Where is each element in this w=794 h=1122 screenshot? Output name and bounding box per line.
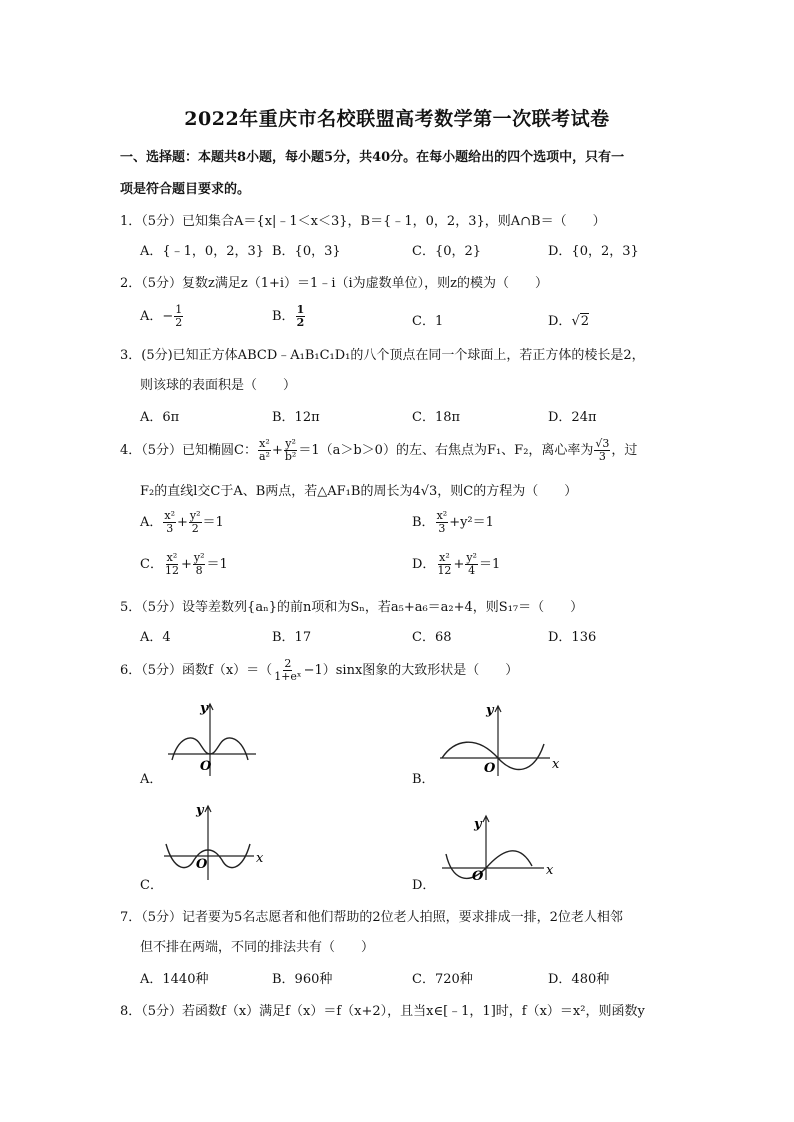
graph-b-y-label: y	[486, 703, 494, 718]
question-3-stem-line2: 则该球的表面积是（ ）	[140, 378, 297, 393]
q7-option-b: B．960种	[272, 972, 333, 987]
q2-option-d	[548, 310, 589, 329]
q4-c-tail: ＝1	[206, 557, 228, 572]
q4-a-d2: 2	[191, 522, 199, 535]
q5-option-c: C．68	[412, 630, 452, 645]
q4-a-x2: x²	[164, 509, 176, 522]
graph-c-y-label: y	[196, 803, 204, 818]
q5-option-a: A．4	[140, 630, 171, 645]
q6-graph-b	[434, 700, 564, 780]
q1-option-d: D．{0，2，3}	[548, 244, 639, 259]
q4-b-d1: 3	[438, 522, 446, 535]
q2-a-den: 2	[175, 316, 183, 329]
q4-d-d2: 4	[468, 564, 476, 577]
q4-a-tail: ＝1	[202, 515, 224, 530]
q6-f-den: 1+eˣ	[274, 670, 302, 683]
q4-d-frac2	[465, 552, 478, 577]
q4-c-d1: 12	[164, 564, 179, 577]
q3-option-a: A．6π	[140, 410, 180, 425]
graph-c-x-label: x	[256, 851, 264, 866]
graph-b-x-label: x	[552, 757, 560, 772]
q4-d-tail: ＝1	[478, 557, 501, 572]
question-7-stem-line1: 7．（5分）记者要为5名志愿者和他们帮助的2位老人拍照，要求排成一排，2位老人相邻	[120, 910, 623, 925]
q4-c-x2: x²	[166, 551, 178, 564]
q4-c-y2: y²	[193, 551, 205, 564]
section-heading-line2: 项是符合题目要求的。	[120, 182, 251, 197]
q6-option-a-label: A．	[140, 772, 163, 787]
q2-b-num: 1	[296, 303, 305, 316]
q6-option-c-label: C．	[140, 878, 163, 893]
q4-option-b	[412, 510, 494, 535]
q7-option-d: D．480种	[548, 972, 610, 987]
q4-tail: ，过	[611, 443, 638, 458]
exam-title: 2022年重庆市名校联盟高考数学第一次联考试卷	[184, 108, 610, 130]
q4-c-plus: +	[180, 557, 192, 572]
q6-graph-a	[160, 698, 260, 780]
q4-b-x2: x²	[436, 509, 448, 522]
q4-c-label: C．	[140, 557, 163, 572]
q4-b2: b²	[284, 450, 297, 463]
q6-option-d-label: D．	[412, 878, 436, 893]
q6-graph-d	[440, 810, 560, 882]
graph-d-curve	[446, 851, 532, 879]
q4-d-frac1	[436, 552, 452, 577]
graph-a-y-label: y	[200, 701, 208, 716]
question-5-stem: 5．（5分）设等差数列{aₙ}的前n项和为Sₙ，若a₅+a₆＝a₂+4，则S₁₇＝（ ）	[120, 600, 584, 615]
q2-option-c: C．1	[412, 314, 444, 329]
q4-a2: a²	[259, 450, 270, 463]
q4-e-den: 3	[598, 450, 606, 463]
q7-option-c: C．720种	[412, 972, 473, 987]
q4-e-frac	[594, 438, 610, 463]
q4-d-y2: y²	[466, 551, 477, 564]
graph-d-y-label: y	[474, 817, 482, 832]
q2-d-label: D．	[548, 314, 572, 329]
q1-option-b: B．{0，3}	[272, 244, 341, 259]
section-heading-line1: 一、选择题：本题共8小题，每小题5分，共40分。在每小题给出的四个选项中，只有一	[120, 150, 625, 165]
q5-option-b: B．17	[272, 630, 312, 645]
question-8-stem: 8．（5分）若函数f（x）满足f（x）＝f（x+2），且当x∈[﹣1，1]时，f（x）＝x²，则函数y	[120, 1004, 645, 1019]
q2-a-fraction	[174, 304, 183, 329]
q4-e-num: √3	[595, 437, 610, 450]
q4-d-d1: 12	[437, 564, 452, 577]
q2-d-radicand: 2	[580, 314, 590, 329]
q3-option-c: C．18π	[412, 410, 461, 425]
q2-a-num: 1	[175, 303, 183, 316]
question-2-stem: 2．（5分）复数z满足z（1+i）＝1﹣i（i为虚数单位），则z的模为（ ）	[120, 276, 548, 291]
q4-b-tail: +y²＝1	[449, 515, 494, 530]
q6-stem-b: −1）sinx图象的大致形状是（ ）	[303, 663, 519, 678]
graph-b-origin: O	[484, 761, 496, 776]
q1-option-c: C．{0，2}	[412, 244, 482, 259]
q6-f-num: 2	[284, 657, 292, 670]
question-1-stem: 1．（5分）已知集合A＝{x|﹣1＜x＜3}，B＝{﹣1，0，2，3}，则A∩B＝（ ）	[120, 214, 606, 229]
q4-d-plus: +	[453, 557, 465, 572]
graph-c-origin: O	[196, 857, 208, 872]
q2-b-den: 2	[296, 316, 305, 329]
graph-d-origin: O	[472, 869, 484, 882]
q4-c-d2: 8	[195, 564, 203, 577]
q3-option-d: D．24π	[548, 410, 597, 425]
q4-a-plus: +	[177, 515, 188, 530]
q4-b-frac1	[436, 510, 449, 535]
graph-a-origin: O	[200, 759, 212, 774]
q6-stem-a: 6．（5分）函数f（x）＝（	[120, 663, 273, 678]
q4-option-a	[140, 510, 224, 535]
q2-a-label: A．	[140, 309, 163, 324]
q4-x2: x²	[259, 437, 270, 450]
q4-y-frac	[284, 438, 297, 463]
q4-intro: 4．（5分）已知椭圆C：	[120, 443, 257, 458]
q2-option-a	[140, 304, 184, 329]
q4-a-d1: 3	[166, 522, 174, 535]
q4-mid: ＝1（a＞b＞0）的左、右焦点为F₁、F₂，离心率为	[298, 443, 594, 458]
q5-option-d: D．136	[548, 630, 597, 645]
q4-plus: +	[271, 443, 283, 458]
question-4-stem-line1	[120, 438, 637, 463]
q4-y2: y²	[285, 437, 296, 450]
q2-option-b	[272, 304, 306, 329]
q4-d-x2: x²	[439, 551, 450, 564]
question-6-stem	[120, 658, 518, 683]
graph-d-x-label: x	[546, 863, 554, 878]
q4-option-c	[140, 552, 228, 577]
q4-c-frac1	[164, 552, 180, 577]
question-4-stem-line2: F₂的直线l交C于A、B两点，若△AF₁B的周长为4√3，则C的方程为（ ）	[140, 484, 578, 499]
q4-a-frac2	[189, 510, 202, 535]
q4-x-frac	[258, 438, 271, 463]
q2-a-sign: −	[162, 309, 174, 324]
q2-b-fraction	[296, 304, 306, 329]
q6-graph-c	[160, 800, 272, 882]
q4-option-d	[412, 552, 500, 577]
q7-option-a: A．1440种	[140, 972, 209, 987]
q6-option-b-label: B．	[412, 772, 435, 787]
q4-a-label: A．	[140, 515, 163, 530]
question-3-stem-line1: 3．(5分)已知正方体ABCD﹣A₁B₁C₁D₁的八个顶点在同一个球面上，若正方体的棱长是2，	[120, 348, 645, 363]
q2-b-label: B．	[272, 309, 295, 324]
q3-option-b: B．12π	[272, 410, 320, 425]
q4-c-frac2	[193, 552, 206, 577]
q1-option-a: A．{﹣1，0，2，3}	[140, 244, 265, 259]
q4-a-frac1	[163, 510, 176, 535]
q4-d-label: D．	[412, 557, 436, 572]
q6-fraction	[273, 658, 302, 683]
q2-d-sqrt-sign: √	[571, 314, 580, 329]
question-7-stem-line2: 但不排在两端，不同的排法共有（ ）	[140, 940, 375, 955]
q4-a-y2: y²	[189, 509, 201, 522]
q4-b-label: B．	[412, 515, 435, 530]
